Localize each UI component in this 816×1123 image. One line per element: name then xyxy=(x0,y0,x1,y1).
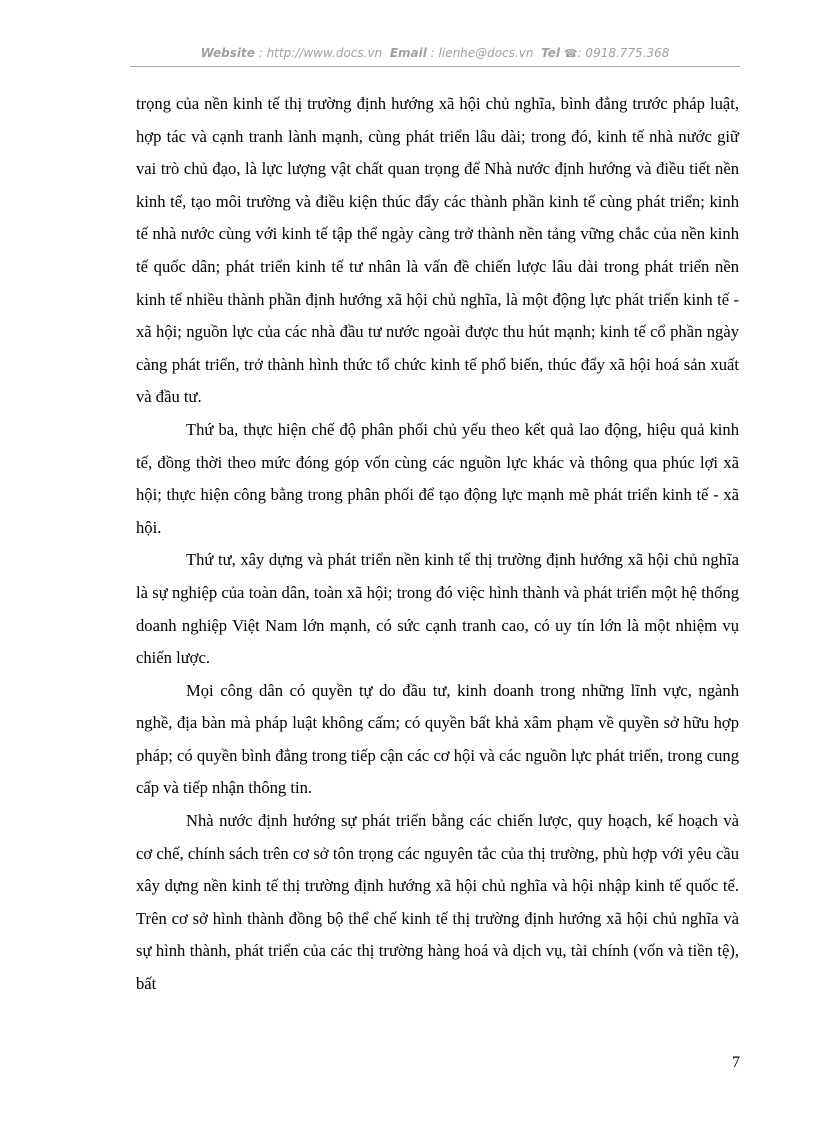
paragraph-1: trọng của nền kinh tế thị trường định hướng xã hội chủ nghĩa, bình đẳng trước pháp luật, hợp tác và cạnh tranh lành mạnh, cùng phát triển lâu dài; trong đó, kinh tế nhà nước giữ vai trò chủ đạo, là lực lượng vật chất quan trọng để Nhà nước định hướng và điều tiết nền kinh tế, tạo môi trường và điều kiện thúc đẩy các thành phần kinh tế cùng phát triển; kinh tế nhà nước cùng với kinh tế tập thể ngày càng trở thành nền tảng vững chắc của nền kinh tế quốc dân; phát triển kinh tế tư nhân là vấn đề chiến lược lâu dài trong phát triển nền kinh tế nhiều thành phần định hướng xã hội chủ nghĩa, là một động lực phát triển kinh tế - xã hội; nguồn lực của các nhà đầu tư nước ngoài được thu hút mạnh; kinh tế cổ phần ngày càng phát triển, trở thành hình thức tổ chức kinh tế phổ biến, thúc đẩy xã hội hoá sản xuất và đầu tư. xyxy=(136,94,739,407)
website-label: Website xyxy=(200,46,255,60)
header-divider xyxy=(130,66,740,67)
paragraph-3: Thứ tư, xây dựng và phát triển nền kinh tế thị trường định hướng xã hội chủ nghĩa là sự nghiệp của toàn dân, toàn xã hội; trong đó việc hình thành và phát triển một hệ thống doanh nghiệp Việt Nam lớn mạnh, có sức cạnh tranh cao, có uy tín lớn là một nhiệm vụ chiến lược. xyxy=(136,550,739,668)
paragraph-2: Thứ ba, thực hiện chế độ phân phối chủ yếu theo kết quả lao động, hiệu quả kinh tế, đồng thời theo mức đóng góp vốn cùng các nguồn lực khác và thông qua phúc lợi xã hội; thực hiện công bằng trong phân phối để tạo động lực mạnh mẽ phát triển kinh tế - xã hội. xyxy=(136,419,739,537)
website-value: : http://www.docs.vn xyxy=(258,46,383,60)
email-label: Email xyxy=(389,46,427,60)
paragraph-4: Mọi công dân có quyền tự do đầu tư, kinh doanh trong những lĩnh vực, ngành nghề, địa bàn mà pháp luật không cấm; có quyền bất khả xâm phạm về quyền sở hữu hợp pháp; có quyền bình đẳng trong tiếp cận các cơ hội và các nguồn lực phát triển, trong cung cấp và tiếp nhận thông tin. xyxy=(136,680,739,798)
page-number: 7 xyxy=(732,1054,740,1071)
body-text xyxy=(136,88,739,1001)
email-value: : lienhe@docs.vn xyxy=(430,46,534,60)
paragraph-5: Nhà nước định hướng sự phát triển bằng các chiến lược, quy hoạch, kế hoạch và cơ chế, chính sách trên cơ sở tôn trọng các nguyên tắc của thị trường, phù hợp với yêu cầu xây dựng nền kinh tế thị trường định hướng xã hội chủ nghĩa và hội nhập kinh tế quốc tế. Trên cơ sở hình thành đồng bộ thể chế kinh tế thị trường định hướng xã hội chủ nghĩa và sự hình thành, phát triển của các thị trường hàng hoá và dịch vụ, tài chính (vốn và tiền tệ), bất xyxy=(136,811,739,994)
phone-icon: ☎ xyxy=(563,47,578,60)
page-header xyxy=(130,46,740,60)
tel-label: Tel xyxy=(541,46,561,60)
tel-value: : 0918.775.368 xyxy=(577,46,670,60)
